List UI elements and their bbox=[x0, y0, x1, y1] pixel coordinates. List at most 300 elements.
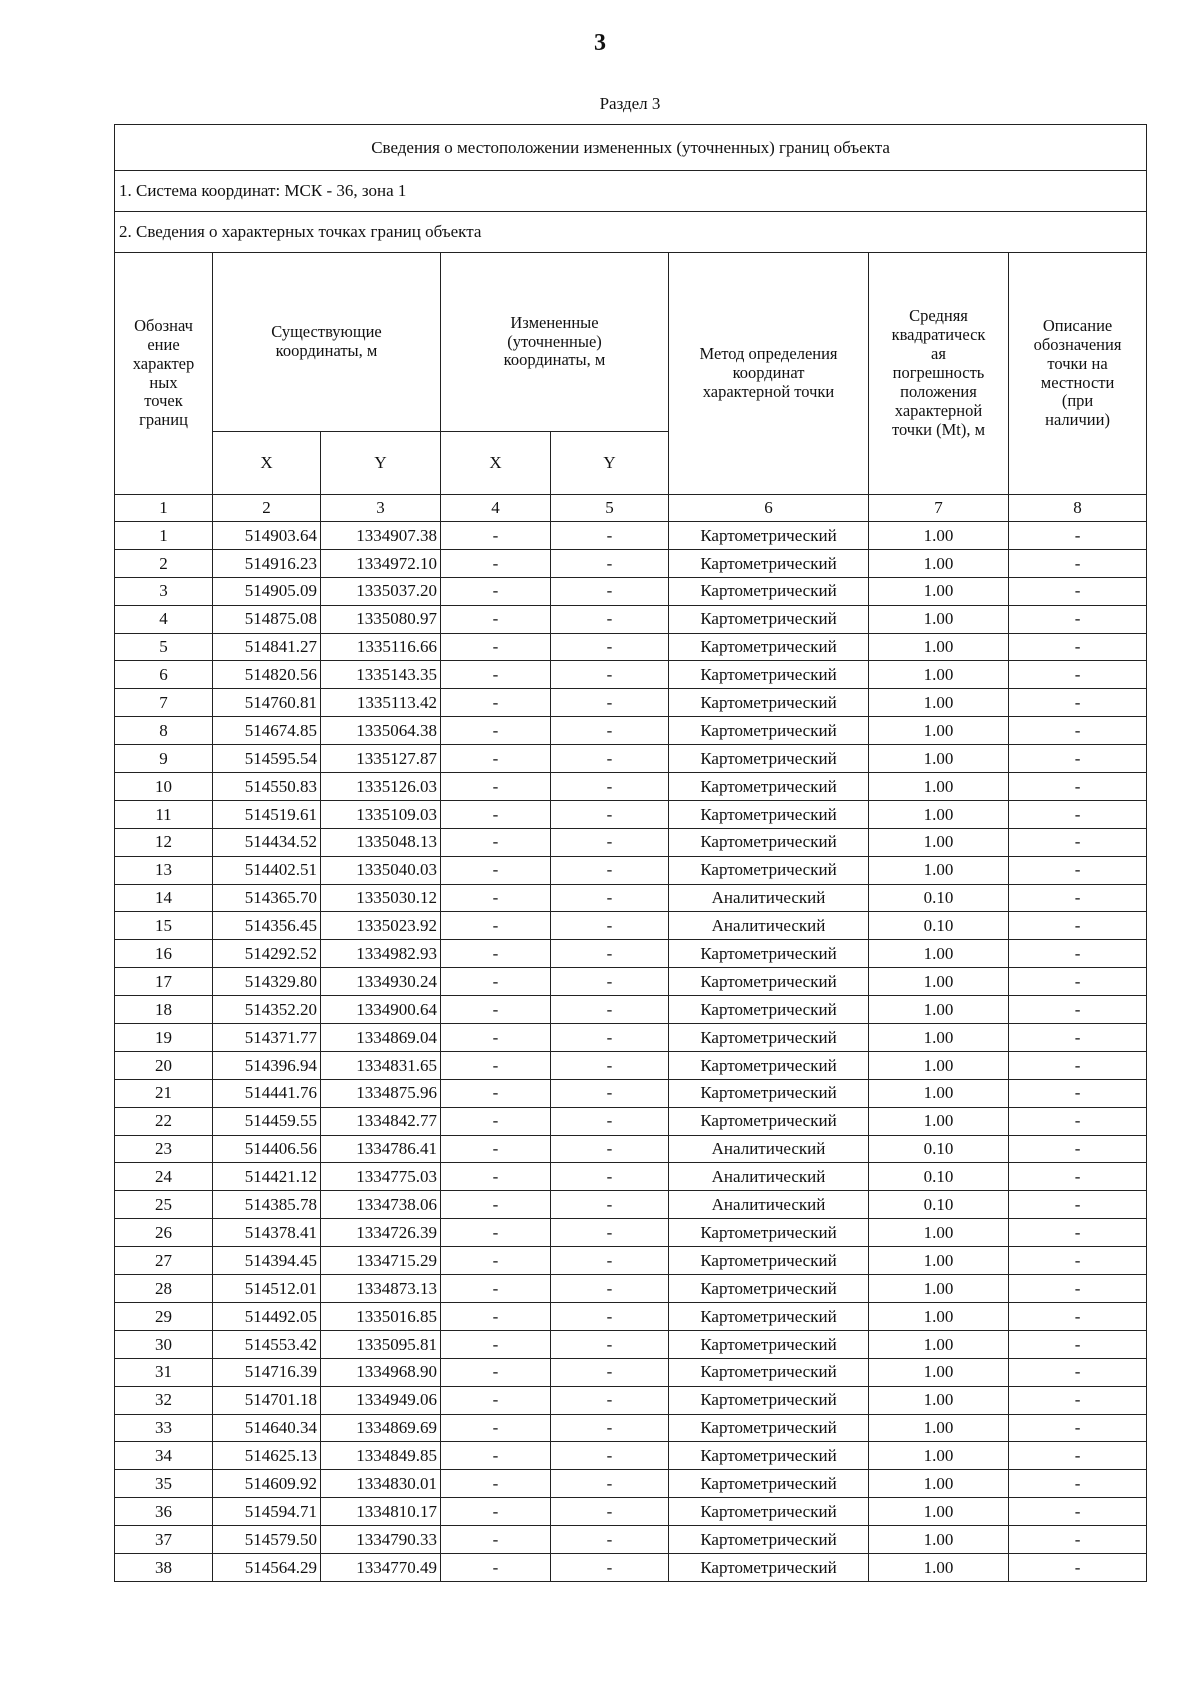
changed-y-cell: - bbox=[551, 1414, 669, 1442]
method-cell: Картометрический bbox=[669, 1079, 869, 1107]
changed-y-cell: - bbox=[551, 745, 669, 773]
changed-x-cell: - bbox=[441, 940, 551, 968]
changed-x-cell: - bbox=[441, 577, 551, 605]
point-id-cell: 30 bbox=[115, 1330, 213, 1358]
existing-y-cell: 1334869.69 bbox=[321, 1414, 441, 1442]
changed-y-cell: - bbox=[551, 1553, 669, 1581]
changed-x-cell: - bbox=[441, 1414, 551, 1442]
description-cell: - bbox=[1009, 1107, 1147, 1135]
error-mt-cell: 1.00 bbox=[869, 773, 1009, 801]
table-row bbox=[115, 1442, 1147, 1470]
error-mt-cell: 1.00 bbox=[869, 633, 1009, 661]
header-changed-x: X bbox=[441, 432, 551, 495]
method-cell: Картометрический bbox=[669, 996, 869, 1024]
error-mt-cell: 0.10 bbox=[869, 884, 1009, 912]
changed-y-cell: - bbox=[551, 633, 669, 661]
table-row bbox=[115, 1135, 1147, 1163]
column-number: 4 bbox=[441, 495, 551, 522]
point-id-cell: 13 bbox=[115, 856, 213, 884]
description-cell: - bbox=[1009, 1051, 1147, 1079]
table-row bbox=[115, 633, 1147, 661]
error-mt-cell: 1.00 bbox=[869, 1442, 1009, 1470]
table-row bbox=[115, 1498, 1147, 1526]
changed-x-cell: - bbox=[441, 1386, 551, 1414]
table-row bbox=[115, 1414, 1147, 1442]
description-cell: - bbox=[1009, 577, 1147, 605]
existing-y-cell: 1334972.10 bbox=[321, 549, 441, 577]
point-id-cell: 19 bbox=[115, 1024, 213, 1052]
changed-x-cell: - bbox=[441, 1442, 551, 1470]
existing-x-cell: 514292.52 bbox=[213, 940, 321, 968]
header-point-designation: Обознач ение характер ных точек границ bbox=[115, 253, 213, 495]
column-number: 7 bbox=[869, 495, 1009, 522]
point-id-cell: 26 bbox=[115, 1219, 213, 1247]
changed-x-cell: - bbox=[441, 661, 551, 689]
changed-x-cell: - bbox=[441, 1219, 551, 1247]
header-existing-coords: Существующие координаты, м bbox=[213, 253, 441, 432]
method-cell: Картометрический bbox=[669, 800, 869, 828]
error-mt-cell: 1.00 bbox=[869, 661, 1009, 689]
description-cell: - bbox=[1009, 856, 1147, 884]
changed-y-cell: - bbox=[551, 856, 669, 884]
existing-y-cell: 1334738.06 bbox=[321, 1191, 441, 1219]
table-row bbox=[115, 968, 1147, 996]
changed-y-cell: - bbox=[551, 1051, 669, 1079]
header-description: Описание обозначения точки на местности (при наличии) bbox=[1009, 253, 1147, 495]
description-cell: - bbox=[1009, 968, 1147, 996]
existing-x-cell: 514674.85 bbox=[213, 717, 321, 745]
error-mt-cell: 1.00 bbox=[869, 1247, 1009, 1275]
existing-y-cell: 1335040.03 bbox=[321, 856, 441, 884]
changed-y-cell: - bbox=[551, 1163, 669, 1191]
existing-x-cell: 514905.09 bbox=[213, 577, 321, 605]
existing-y-cell: 1334810.17 bbox=[321, 1498, 441, 1526]
changed-x-cell: - bbox=[441, 884, 551, 912]
changed-x-cell: - bbox=[441, 800, 551, 828]
existing-y-cell: 1335116.66 bbox=[321, 633, 441, 661]
error-mt-cell: 1.00 bbox=[869, 717, 1009, 745]
existing-x-cell: 514550.83 bbox=[213, 773, 321, 801]
method-cell: Картометрический bbox=[669, 1414, 869, 1442]
error-mt-cell: 1.00 bbox=[869, 968, 1009, 996]
existing-y-cell: 1334873.13 bbox=[321, 1275, 441, 1303]
changed-y-cell: - bbox=[551, 1275, 669, 1303]
description-cell: - bbox=[1009, 522, 1147, 550]
existing-y-cell: 1335048.13 bbox=[321, 828, 441, 856]
error-mt-cell: 1.00 bbox=[869, 996, 1009, 1024]
description-cell: - bbox=[1009, 1163, 1147, 1191]
changed-x-cell: - bbox=[441, 1079, 551, 1107]
point-id-cell: 8 bbox=[115, 717, 213, 745]
changed-y-cell: - bbox=[551, 884, 669, 912]
method-cell: Картометрический bbox=[669, 828, 869, 856]
table-title: Сведения о местоположении измененных (уточненных) границ объекта bbox=[115, 125, 1147, 171]
point-id-cell: 24 bbox=[115, 1163, 213, 1191]
existing-y-cell: 1334875.96 bbox=[321, 1079, 441, 1107]
description-cell: - bbox=[1009, 745, 1147, 773]
method-cell: Аналитический bbox=[669, 884, 869, 912]
method-cell: Картометрический bbox=[669, 1386, 869, 1414]
changed-y-cell: - bbox=[551, 1358, 669, 1386]
existing-y-cell: 1335023.92 bbox=[321, 912, 441, 940]
description-cell: - bbox=[1009, 1024, 1147, 1052]
existing-x-cell: 514329.80 bbox=[213, 968, 321, 996]
point-id-cell: 9 bbox=[115, 745, 213, 773]
existing-x-cell: 514402.51 bbox=[213, 856, 321, 884]
table-row bbox=[115, 1526, 1147, 1554]
existing-x-cell: 514916.23 bbox=[213, 549, 321, 577]
existing-y-cell: 1334930.24 bbox=[321, 968, 441, 996]
existing-y-cell: 1334949.06 bbox=[321, 1386, 441, 1414]
method-cell: Картометрический bbox=[669, 745, 869, 773]
error-mt-cell: 1.00 bbox=[869, 1219, 1009, 1247]
existing-x-cell: 514609.92 bbox=[213, 1470, 321, 1498]
changed-y-cell: - bbox=[551, 577, 669, 605]
existing-x-cell: 514492.05 bbox=[213, 1302, 321, 1330]
description-cell: - bbox=[1009, 996, 1147, 1024]
existing-y-cell: 1335126.03 bbox=[321, 773, 441, 801]
description-cell: - bbox=[1009, 1302, 1147, 1330]
changed-y-cell: - bbox=[551, 1107, 669, 1135]
description-cell: - bbox=[1009, 1553, 1147, 1581]
existing-y-cell: 1334786.41 bbox=[321, 1135, 441, 1163]
point-id-cell: 12 bbox=[115, 828, 213, 856]
changed-x-cell: - bbox=[441, 1302, 551, 1330]
table-row bbox=[115, 522, 1147, 550]
header-existing-x: X bbox=[213, 432, 321, 495]
column-number: 6 bbox=[669, 495, 869, 522]
changed-y-cell: - bbox=[551, 1024, 669, 1052]
existing-x-cell: 514352.20 bbox=[213, 996, 321, 1024]
changed-x-cell: - bbox=[441, 912, 551, 940]
description-cell: - bbox=[1009, 1526, 1147, 1554]
method-cell: Картометрический bbox=[669, 940, 869, 968]
description-cell: - bbox=[1009, 912, 1147, 940]
error-mt-cell: 1.00 bbox=[869, 1330, 1009, 1358]
table-row bbox=[115, 996, 1147, 1024]
header-changed-y: Y bbox=[551, 432, 669, 495]
existing-y-cell: 1334775.03 bbox=[321, 1163, 441, 1191]
changed-y-cell: - bbox=[551, 689, 669, 717]
method-cell: Картометрический bbox=[669, 1358, 869, 1386]
changed-y-cell: - bbox=[551, 996, 669, 1024]
table-row bbox=[115, 549, 1147, 577]
coordinate-system: 1. Система координат: МСК - 36, зона 1 bbox=[115, 171, 1147, 212]
error-mt-cell: 1.00 bbox=[869, 800, 1009, 828]
table-row bbox=[115, 717, 1147, 745]
description-cell: - bbox=[1009, 773, 1147, 801]
method-cell: Картометрический bbox=[669, 577, 869, 605]
existing-y-cell: 1335113.42 bbox=[321, 689, 441, 717]
method-cell: Картометрический bbox=[669, 856, 869, 884]
changed-x-cell: - bbox=[441, 773, 551, 801]
method-cell: Картометрический bbox=[669, 1275, 869, 1303]
table-row bbox=[115, 1191, 1147, 1219]
method-cell: Картометрический bbox=[669, 689, 869, 717]
changed-x-cell: - bbox=[441, 522, 551, 550]
existing-x-cell: 514406.56 bbox=[213, 1135, 321, 1163]
point-id-cell: 5 bbox=[115, 633, 213, 661]
method-cell: Картометрический bbox=[669, 717, 869, 745]
description-cell: - bbox=[1009, 884, 1147, 912]
method-cell: Картометрический bbox=[669, 1024, 869, 1052]
changed-x-cell: - bbox=[441, 745, 551, 773]
existing-x-cell: 514519.61 bbox=[213, 800, 321, 828]
description-cell: - bbox=[1009, 1330, 1147, 1358]
method-cell: Картометрический bbox=[669, 1470, 869, 1498]
existing-x-cell: 514441.76 bbox=[213, 1079, 321, 1107]
description-cell: - bbox=[1009, 1498, 1147, 1526]
existing-y-cell: 1335064.38 bbox=[321, 717, 441, 745]
method-cell: Картометрический bbox=[669, 1051, 869, 1079]
method-cell: Картометрический bbox=[669, 968, 869, 996]
column-number: 2 bbox=[213, 495, 321, 522]
changed-x-cell: - bbox=[441, 1275, 551, 1303]
existing-x-cell: 514512.01 bbox=[213, 1275, 321, 1303]
description-cell: - bbox=[1009, 1247, 1147, 1275]
method-cell: Картометрический bbox=[669, 1330, 869, 1358]
description-cell: - bbox=[1009, 689, 1147, 717]
error-mt-cell: 1.00 bbox=[869, 1553, 1009, 1581]
changed-y-cell: - bbox=[551, 1079, 669, 1107]
method-cell: Аналитический bbox=[669, 1191, 869, 1219]
existing-y-cell: 1335030.12 bbox=[321, 884, 441, 912]
point-id-cell: 16 bbox=[115, 940, 213, 968]
error-mt-cell: 0.10 bbox=[869, 1135, 1009, 1163]
changed-y-cell: - bbox=[551, 1302, 669, 1330]
method-cell: Картометрический bbox=[669, 1247, 869, 1275]
table-row bbox=[115, 1163, 1147, 1191]
existing-y-cell: 1335143.35 bbox=[321, 661, 441, 689]
point-id-cell: 37 bbox=[115, 1526, 213, 1554]
table-row bbox=[115, 1470, 1147, 1498]
existing-x-cell: 514394.45 bbox=[213, 1247, 321, 1275]
changed-x-cell: - bbox=[441, 689, 551, 717]
changed-y-cell: - bbox=[551, 968, 669, 996]
points-section-title: 2. Сведения о характерных точках границ объекта bbox=[115, 212, 1147, 253]
changed-y-cell: - bbox=[551, 828, 669, 856]
table-row bbox=[115, 1330, 1147, 1358]
changed-y-cell: - bbox=[551, 661, 669, 689]
description-cell: - bbox=[1009, 1079, 1147, 1107]
column-number: 5 bbox=[551, 495, 669, 522]
point-id-cell: 4 bbox=[115, 605, 213, 633]
error-mt-cell: 1.00 bbox=[869, 1302, 1009, 1330]
existing-y-cell: 1334842.77 bbox=[321, 1107, 441, 1135]
existing-y-cell: 1334715.29 bbox=[321, 1247, 441, 1275]
error-mt-cell: 1.00 bbox=[869, 1386, 1009, 1414]
point-id-cell: 38 bbox=[115, 1553, 213, 1581]
existing-y-cell: 1335037.20 bbox=[321, 577, 441, 605]
existing-y-cell: 1334968.90 bbox=[321, 1358, 441, 1386]
header-existing-y: Y bbox=[321, 432, 441, 495]
method-cell: Картометрический bbox=[669, 1553, 869, 1581]
changed-y-cell: - bbox=[551, 1330, 669, 1358]
error-mt-cell: 1.00 bbox=[869, 1414, 1009, 1442]
point-id-cell: 34 bbox=[115, 1442, 213, 1470]
changed-x-cell: - bbox=[441, 968, 551, 996]
method-cell: Аналитический bbox=[669, 912, 869, 940]
changed-x-cell: - bbox=[441, 717, 551, 745]
existing-x-cell: 514760.81 bbox=[213, 689, 321, 717]
error-mt-cell: 1.00 bbox=[869, 940, 1009, 968]
point-id-cell: 6 bbox=[115, 661, 213, 689]
changed-x-cell: - bbox=[441, 1358, 551, 1386]
point-id-cell: 28 bbox=[115, 1275, 213, 1303]
error-mt-cell: 1.00 bbox=[869, 1498, 1009, 1526]
existing-x-cell: 514875.08 bbox=[213, 605, 321, 633]
changed-x-cell: - bbox=[441, 1498, 551, 1526]
method-cell: Картометрический bbox=[669, 549, 869, 577]
table-row bbox=[115, 1107, 1147, 1135]
changed-x-cell: - bbox=[441, 996, 551, 1024]
table-row bbox=[115, 1219, 1147, 1247]
existing-y-cell: 1334907.38 bbox=[321, 522, 441, 550]
existing-x-cell: 514625.13 bbox=[213, 1442, 321, 1470]
existing-y-cell: 1334849.85 bbox=[321, 1442, 441, 1470]
error-mt-cell: 1.00 bbox=[869, 1470, 1009, 1498]
existing-y-cell: 1334982.93 bbox=[321, 940, 441, 968]
existing-y-cell: 1335127.87 bbox=[321, 745, 441, 773]
error-mt-cell: 1.00 bbox=[869, 1275, 1009, 1303]
page-number: 3 bbox=[594, 30, 606, 56]
error-mt-cell: 1.00 bbox=[869, 1107, 1009, 1135]
point-id-cell: 1 bbox=[115, 522, 213, 550]
table-row bbox=[115, 800, 1147, 828]
table-row bbox=[115, 828, 1147, 856]
existing-x-cell: 514820.56 bbox=[213, 661, 321, 689]
existing-y-cell: 1334770.49 bbox=[321, 1553, 441, 1581]
table-row bbox=[115, 1358, 1147, 1386]
point-id-cell: 18 bbox=[115, 996, 213, 1024]
changed-y-cell: - bbox=[551, 1470, 669, 1498]
point-id-cell: 10 bbox=[115, 773, 213, 801]
existing-y-cell: 1334869.04 bbox=[321, 1024, 441, 1052]
existing-y-cell: 1334900.64 bbox=[321, 996, 441, 1024]
existing-y-cell: 1335095.81 bbox=[321, 1330, 441, 1358]
point-id-cell: 32 bbox=[115, 1386, 213, 1414]
error-mt-cell: 1.00 bbox=[869, 1526, 1009, 1554]
changed-x-cell: - bbox=[441, 1024, 551, 1052]
changed-x-cell: - bbox=[441, 1526, 551, 1554]
error-mt-cell: 1.00 bbox=[869, 689, 1009, 717]
description-cell: - bbox=[1009, 1442, 1147, 1470]
description-cell: - bbox=[1009, 1219, 1147, 1247]
table-row bbox=[115, 773, 1147, 801]
header-method: Метод определения координат характерной точки bbox=[669, 253, 869, 495]
error-mt-cell: 1.00 bbox=[869, 856, 1009, 884]
existing-x-cell: 514365.70 bbox=[213, 884, 321, 912]
existing-x-cell: 514595.54 bbox=[213, 745, 321, 773]
table-row bbox=[115, 1302, 1147, 1330]
existing-y-cell: 1334830.01 bbox=[321, 1470, 441, 1498]
method-cell: Картометрический bbox=[669, 1219, 869, 1247]
description-cell: - bbox=[1009, 1191, 1147, 1219]
section-label: Раздел 3 bbox=[599, 94, 661, 113]
point-id-cell: 31 bbox=[115, 1358, 213, 1386]
table-row bbox=[115, 577, 1147, 605]
changed-x-cell: - bbox=[441, 1163, 551, 1191]
changed-y-cell: - bbox=[551, 522, 669, 550]
changed-x-cell: - bbox=[441, 1107, 551, 1135]
table-row bbox=[115, 1386, 1147, 1414]
table-row bbox=[115, 661, 1147, 689]
existing-x-cell: 514396.94 bbox=[213, 1051, 321, 1079]
table-row bbox=[115, 1051, 1147, 1079]
point-id-cell: 33 bbox=[115, 1414, 213, 1442]
error-mt-cell: 0.10 bbox=[869, 912, 1009, 940]
description-cell: - bbox=[1009, 549, 1147, 577]
changed-y-cell: - bbox=[551, 1191, 669, 1219]
error-mt-cell: 1.00 bbox=[869, 1051, 1009, 1079]
table-row bbox=[115, 1079, 1147, 1107]
description-cell: - bbox=[1009, 800, 1147, 828]
existing-x-cell: 514421.12 bbox=[213, 1163, 321, 1191]
point-id-cell: 29 bbox=[115, 1302, 213, 1330]
point-id-cell: 15 bbox=[115, 912, 213, 940]
table-row bbox=[115, 856, 1147, 884]
changed-y-cell: - bbox=[551, 1442, 669, 1470]
table-row bbox=[115, 1275, 1147, 1303]
table-row bbox=[115, 745, 1147, 773]
existing-x-cell: 514594.71 bbox=[213, 1498, 321, 1526]
existing-y-cell: 1335109.03 bbox=[321, 800, 441, 828]
existing-x-cell: 514356.45 bbox=[213, 912, 321, 940]
method-cell: Картометрический bbox=[669, 1442, 869, 1470]
error-mt-cell: 1.00 bbox=[869, 1024, 1009, 1052]
existing-x-cell: 514371.77 bbox=[213, 1024, 321, 1052]
method-cell: Картометрический bbox=[669, 1498, 869, 1526]
changed-x-cell: - bbox=[441, 1051, 551, 1079]
existing-y-cell: 1335016.85 bbox=[321, 1302, 441, 1330]
column-number: 3 bbox=[321, 495, 441, 522]
changed-y-cell: - bbox=[551, 717, 669, 745]
column-number: 8 bbox=[1009, 495, 1147, 522]
existing-x-cell: 514903.64 bbox=[213, 522, 321, 550]
changed-y-cell: - bbox=[551, 912, 669, 940]
description-cell: - bbox=[1009, 1414, 1147, 1442]
changed-x-cell: - bbox=[441, 605, 551, 633]
changed-y-cell: - bbox=[551, 940, 669, 968]
method-cell: Картометрический bbox=[669, 661, 869, 689]
error-mt-cell: 1.00 bbox=[869, 1358, 1009, 1386]
changed-y-cell: - bbox=[551, 1386, 669, 1414]
description-cell: - bbox=[1009, 828, 1147, 856]
changed-x-cell: - bbox=[441, 1470, 551, 1498]
point-id-cell: 2 bbox=[115, 549, 213, 577]
description-cell: - bbox=[1009, 717, 1147, 745]
point-id-cell: 21 bbox=[115, 1079, 213, 1107]
method-cell: Картометрический bbox=[669, 522, 869, 550]
existing-y-cell: 1334831.65 bbox=[321, 1051, 441, 1079]
changed-y-cell: - bbox=[551, 773, 669, 801]
changed-y-cell: - bbox=[551, 1526, 669, 1554]
changed-x-cell: - bbox=[441, 1553, 551, 1581]
existing-x-cell: 514385.78 bbox=[213, 1191, 321, 1219]
existing-x-cell: 514701.18 bbox=[213, 1386, 321, 1414]
method-cell: Картометрический bbox=[669, 1107, 869, 1135]
existing-x-cell: 514378.41 bbox=[213, 1219, 321, 1247]
point-id-cell: 7 bbox=[115, 689, 213, 717]
point-id-cell: 35 bbox=[115, 1470, 213, 1498]
error-mt-cell: 0.10 bbox=[869, 1163, 1009, 1191]
changed-x-cell: - bbox=[441, 549, 551, 577]
header-error: Средняя квадратическ ая погрешность положения характерной точки (Mt), м bbox=[869, 253, 1009, 495]
error-mt-cell: 0.10 bbox=[869, 1191, 1009, 1219]
point-id-cell: 14 bbox=[115, 884, 213, 912]
error-mt-cell: 1.00 bbox=[869, 828, 1009, 856]
method-cell: Картометрический bbox=[669, 605, 869, 633]
